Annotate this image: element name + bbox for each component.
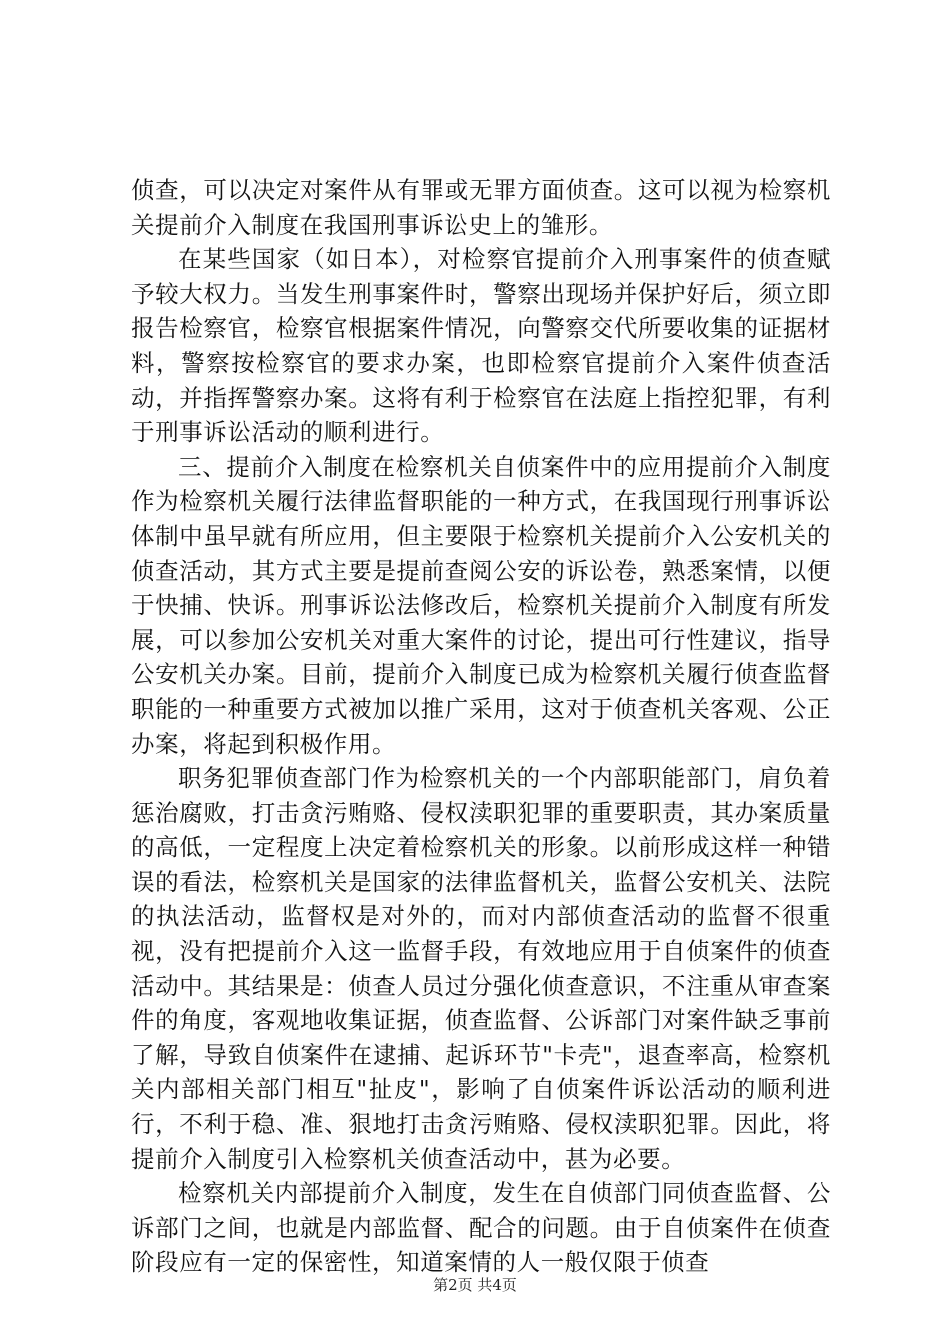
document-body xyxy=(131,173,831,1280)
paragraph-section-three: 三、提前介入制度在检察机关自侦案件中的应用提前介入制度作为检察机关履行法律监督职能的一种方式，在我国现行刑事诉讼体制中虽早就有所应用，但主要限于检察机关提前介入公安机关的侦查活动，其方式主要是提前查阅公安的诉讼卷，熟悉案情，以便于快捕、快诉。刑事诉讼法修改后，检察机关提前介入制度有所发展，可以参加公安机关对重大案件的讨论，提出可行性建议，指导公安机关办案。目前，提前介入制度已成为检察机关履行侦查监督职能的一种重要方式被加以推广采用，这对于侦查机关客观、公正办案，将起到积极作用。 xyxy=(131,452,831,758)
paragraph-internal-intervention: 检察机关内部提前介入制度，发生在自侦部门同侦查监督、公诉部门之间，也就是内部监督、配合的问题。由于自侦案件在侦查阶段应有一定的保密性，知道案情的人一般仅限于侦查 xyxy=(131,1179,831,1277)
paragraph-duty-crime-department: 职务犯罪侦查部门作为检察机关的一个内部职能部门，肩负着惩治腐败，打击贪污贿赂、侵权渎职犯罪的重要职责，其办案质量的高低，一定程度上决定着检察机关的形象。以前形成这样一种错误的看法，检察机关是国家的法律监督机关，监督公安机关、法院的执法活动，监督权是对外的，而对内部侦查活动的监督不很重视，没有把提前介入这一监督手段，有效地应用于自侦案件的侦查活动中。其结果是：侦查人员过分强化侦查意识，不注重从审查案件的角度，客观地收集证据，侦查监督、公诉部门对案件缺乏事前了解，导致自侦案件在逮捕、起诉环节"卡壳"，退查率高，检察机关内部相关部门相互"扯皮"，影响了自侦案件诉讼活动的顺利进行，不利于稳、准、狠地打击贪污贿赂、侵权渎职犯罪。因此，将提前介入制度引入检察机关侦查活动中，甚为必要。 xyxy=(131,764,831,1173)
paragraph-japan-example: 在某些国家（如日本），对检察官提前介入刑事案件的侦查赋予较大权力。当发生刑事案件时，警察出现场并保护好后，须立即报告检察官，检察官根据案件情况，向警察交代所要收集的证据材料，警察按检察官的要求办案，也即检察官提前介入案件侦查活动，并指挥警察办案。这将有利于检察官在法庭上指控犯罪，有利于刑事诉讼活动的顺利进行。 xyxy=(131,245,831,447)
page-footer: 第2页 共4页 xyxy=(433,1276,517,1294)
paragraph-continuation: 侦查，可以决定对案件从有罪或无罪方面侦查。这可以视为检察机关提前介入制度在我国刑事诉讼史上的雏形。 xyxy=(131,176,831,239)
